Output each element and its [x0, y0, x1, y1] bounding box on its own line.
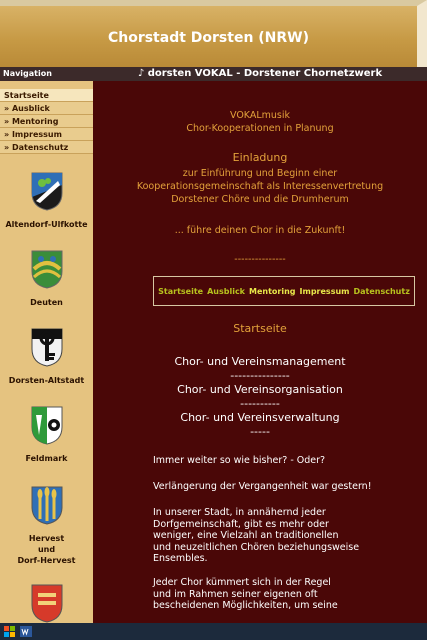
paragraph-line: In unserer Stadt, in annähernd jeder	[153, 507, 326, 518]
invite-line: Kooperationsgemeinschaft als Interessenvertretung	[136, 181, 384, 192]
paragraph-block	[93, 577, 427, 612]
paragraph: Verlängerung der Vergangenheit war gestern!	[153, 481, 372, 492]
altstadt-crest-icon	[30, 327, 64, 367]
crest-hervest[interactable]	[0, 485, 93, 566]
crest-feldmark[interactable]	[0, 405, 93, 464]
link-mentoring[interactable]: Mentoring	[249, 286, 296, 296]
hervest-crest-icon	[30, 485, 64, 525]
crest-label: Dorsten-Altstadt	[8, 376, 85, 385]
slogan: ... führe deinen Chor in die Zukunft!	[174, 225, 346, 236]
paragraph-line: und im Rahmen seiner eigenen oft	[153, 588, 318, 600]
topic-dash: ----------	[240, 397, 280, 410]
link-startseite[interactable]: Startseite	[158, 286, 204, 296]
link-datenschutz[interactable]: Datenschutz	[353, 286, 410, 296]
paragraph: Immer weiter so wie bisher? - Oder?	[153, 455, 326, 466]
taskbar	[0, 623, 427, 640]
topic-dash: ---------------	[230, 369, 290, 382]
site-header	[0, 0, 427, 67]
crest-altstadt[interactable]	[0, 327, 93, 386]
deuten-crest-icon	[30, 249, 64, 289]
topic-line: Chor- und Vereinsverwaltung	[180, 411, 340, 424]
crest-deuten[interactable]	[0, 249, 93, 308]
crest-label: Hervest und Dorf-Hervest	[17, 534, 76, 565]
divider: ---------------	[234, 254, 286, 265]
link-impressum[interactable]: Impressum	[299, 286, 350, 296]
windows-start-icon[interactable]	[4, 626, 16, 637]
topic-line: Chor- und Vereinsorganisation	[177, 383, 343, 396]
crest-partial	[0, 583, 93, 623]
sidebar-item-mentoring[interactable]: » Mentoring	[0, 115, 93, 128]
main-title: ♪ dorsten VOKAL - Dorstener Chornetzwerk	[93, 67, 427, 81]
crest-label: Feldmark	[25, 454, 68, 463]
sidebar-item-impressum[interactable]: » Impressum	[0, 128, 93, 141]
paragraph-line: weniger, eine Vielzahl an traditionellen	[153, 530, 339, 541]
invite-block	[93, 151, 427, 206]
paragraph-block	[93, 507, 427, 565]
crest-altendorf[interactable]	[0, 171, 93, 230]
link-box	[153, 276, 415, 306]
paragraph-line: Dorfgemeinschaft, gibt es mehr oder	[153, 518, 329, 530]
crest-label: Deuten	[30, 298, 63, 307]
partial-crest-icon	[30, 583, 64, 623]
nav-title: Navigation	[0, 67, 93, 81]
paragraph-line: Ensembles.	[153, 553, 208, 564]
main-content	[93, 67, 427, 623]
topic-line: Chor- und Vereinsmanagement	[174, 355, 346, 368]
sidebar-item-ausblick[interactable]: » Ausblick	[0, 102, 93, 115]
sidebar	[0, 67, 93, 623]
topics-block	[93, 355, 427, 439]
paragraph-line: Jeder Chor kümmert sich in der Regel	[153, 577, 331, 588]
crest-label: Altendorf-Ulfkotte	[5, 220, 88, 229]
sidebar-item-startseite[interactable]: Startseite	[0, 89, 93, 102]
site-title: Chorstadt Dorsten (NRW)	[107, 30, 310, 46]
paragraph-line: und neuzeitlichen Chören beziehungsweise	[153, 541, 360, 553]
sidebar-item-datenschutz[interactable]: » Datenschutz	[0, 141, 93, 154]
intro-block	[93, 109, 427, 135]
nav-list	[0, 89, 93, 154]
invite-title: Einladung	[232, 151, 288, 164]
feldmark-crest-icon	[30, 405, 64, 445]
altendorf-crest-icon	[30, 171, 64, 211]
intro-line: Chor-Kooperationen in Planung	[186, 123, 334, 134]
paragraph-line: bescheidenen Möglichkeiten, um seine	[153, 600, 338, 611]
invite-line: zur Einführung und Beginn einer	[182, 168, 338, 179]
link-ausblick[interactable]: Ausblick	[207, 286, 245, 296]
intro-line: VOKALmusik	[229, 110, 291, 121]
topic-dash: -----	[250, 425, 270, 438]
word-icon[interactable]	[20, 626, 32, 637]
invite-line: Dorstener Chöre und die Drumherum	[171, 194, 349, 205]
section-title: Startseite	[233, 322, 287, 335]
